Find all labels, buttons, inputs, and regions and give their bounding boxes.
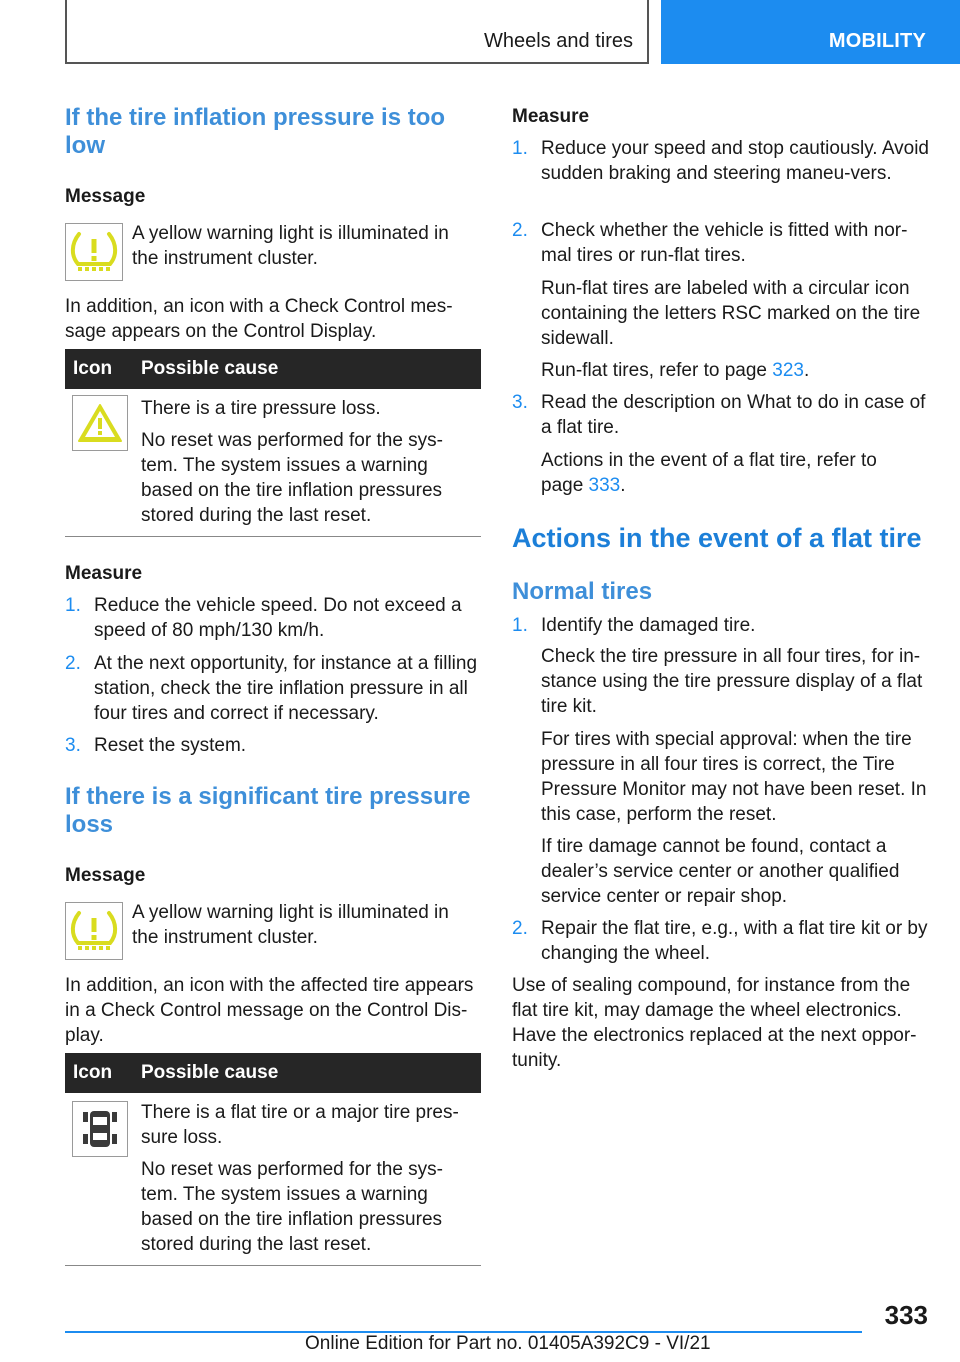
header-section-box xyxy=(65,0,649,64)
step-text: Read the description on What to do in case of a flat tire. xyxy=(541,392,926,438)
page-link-333[interactable]: 333 xyxy=(588,475,621,496)
table1-col-cause: Possible cause xyxy=(141,358,279,379)
chapter-tab[interactable] xyxy=(661,0,960,64)
warning-text-significant: A yellow warning light is illuminated in the instrument cluster. xyxy=(132,902,449,948)
table2-cause-line1: There is a flat tire or a major tire pres-sure loss. xyxy=(141,1102,459,1148)
normal-step1-special-approval: For tires with special approval: when the tire pressure in all four tires is correct, the Tire Pressure Monitor may not have been reset. In this case, perform the reset. xyxy=(541,729,927,825)
table2-col-cause: Possible cause xyxy=(141,1062,279,1083)
warning-row-low xyxy=(65,223,472,281)
step-number: 3. xyxy=(65,735,81,756)
step-number: 2. xyxy=(512,918,528,939)
low-step-3 xyxy=(65,733,481,758)
low-step-2 xyxy=(65,651,481,726)
addition-text-low: In addition, an icon with a Check Control mes-sage appears on the Control Display. xyxy=(65,296,453,342)
table1-header xyxy=(65,349,481,389)
normal-step1-check: Check the tire pressure in all four tires, for in-stance using the tire pressure display of a flat tire kit. xyxy=(541,646,923,717)
low-step-1 xyxy=(65,593,481,643)
sealing-compound-note: Use of sealing compound, for instance from the flat tire kit, may damage the wheel electronics. Have the electronics replaced at the next oppor-tunity. xyxy=(512,975,917,1071)
table2-col-icon: Icon xyxy=(73,1062,113,1083)
table1-cause-line2: No reset was performed for the sys-tem. The system issues a warning based on the tire inflation pressures stored during the last reset. xyxy=(141,430,443,526)
step-text: Repair the flat tire, e.g., with a flat tire kit or by changing the wheel. xyxy=(541,918,928,964)
page-link-323[interactable]: 323 xyxy=(772,360,804,381)
measure-title-right: Measure xyxy=(512,106,590,127)
heading-actions-flat-tire: Actions in the event of a flat tire xyxy=(512,523,922,553)
right-step-1 xyxy=(512,136,932,186)
table2-icon-cell xyxy=(72,1101,128,1157)
step2-reference xyxy=(541,358,932,383)
step-text: Identify the damaged tire. xyxy=(541,615,756,636)
flat-tire-car-icon xyxy=(72,1101,128,1157)
step-text: Reduce the vehicle speed. Do not exceed a speed of 80 mph/130 km/h. xyxy=(94,595,462,641)
right-step-3 xyxy=(512,390,932,440)
normal-step-1 xyxy=(512,613,932,638)
table1-cause-line1: There is a tire pressure loss. xyxy=(141,398,381,419)
page-number: 333 xyxy=(884,1300,928,1330)
table2-cause-line2: No reset was performed for the sys-tem. The system issues a warning based on the tire inflation pressures stored during the last reset. xyxy=(141,1159,443,1255)
step-text: Check whether the vehicle is fitted with nor-mal tires or run-flat tires. xyxy=(541,220,908,266)
heading-pressure-too-low: If the tire inflation pressure is too low xyxy=(65,104,446,159)
right-step-2 xyxy=(512,218,932,268)
step-number: 2. xyxy=(512,220,528,241)
table1-col-icon: Icon xyxy=(73,358,113,379)
normal-step1-contact: If tire damage cannot be found, contact a dealer’s service center or another qualified service center or repair shop. xyxy=(541,836,900,907)
reference-text: Run-flat tires, refer to page xyxy=(541,360,773,381)
warning-text-low: A yellow warning light is illuminated in the instrument cluster. xyxy=(132,223,449,269)
chapter-title: MOBILITY xyxy=(828,30,926,52)
step-text: Reduce your speed and stop cautiously. Avoid sudden braking and steering maneu-vers. xyxy=(541,138,929,184)
addition-text-significant: In addition, an icon with the affected tire appears in a Check Control message on the Control Dis-play. xyxy=(65,975,474,1046)
step2-run-flat-info: Run-flat tires are labeled with a circular icon containing the letters RSC marked on the tire sidewall. xyxy=(541,278,921,349)
step3-reference xyxy=(541,448,896,498)
step-number: 1. xyxy=(512,615,528,636)
table1-divider xyxy=(65,536,481,537)
heading-normal-tires: Normal tires xyxy=(512,578,653,605)
step-number: 3. xyxy=(512,392,528,413)
reference-text: Actions in the event of a flat tire, refer to page xyxy=(541,450,877,496)
step-text: Reset the system. xyxy=(94,735,247,756)
table1-icon-cell xyxy=(72,395,128,451)
reference-period: . xyxy=(620,475,626,496)
section-title: Wheels and tires xyxy=(484,30,633,52)
message-title-significant: Message xyxy=(65,865,146,886)
step-number: 2. xyxy=(65,653,81,674)
step-number: 1. xyxy=(65,595,81,616)
measure-title-low: Measure xyxy=(65,563,143,584)
heading-significant-loss: If there is a significant tire pressure loss xyxy=(65,783,471,838)
table2-divider xyxy=(65,1265,481,1266)
tire-pressure-warning-icon xyxy=(65,902,123,960)
warning-triangle-icon xyxy=(72,395,128,451)
tire-pressure-warning-icon xyxy=(65,223,123,281)
message-title-low: Message xyxy=(65,186,146,207)
step-number: 1. xyxy=(512,138,528,159)
table2-header xyxy=(65,1053,481,1093)
warning-row-significant xyxy=(65,902,472,960)
normal-step-2 xyxy=(512,916,932,966)
reference-period: . xyxy=(803,360,810,381)
edition-info: Online Edition for Part no. 01405A392C9 - VI/21 xyxy=(305,1333,711,1354)
step-text: At the next opportunity, for instance at a filling station, check the tire inflation pressure in all four tires and correct if necessary. xyxy=(94,653,478,724)
